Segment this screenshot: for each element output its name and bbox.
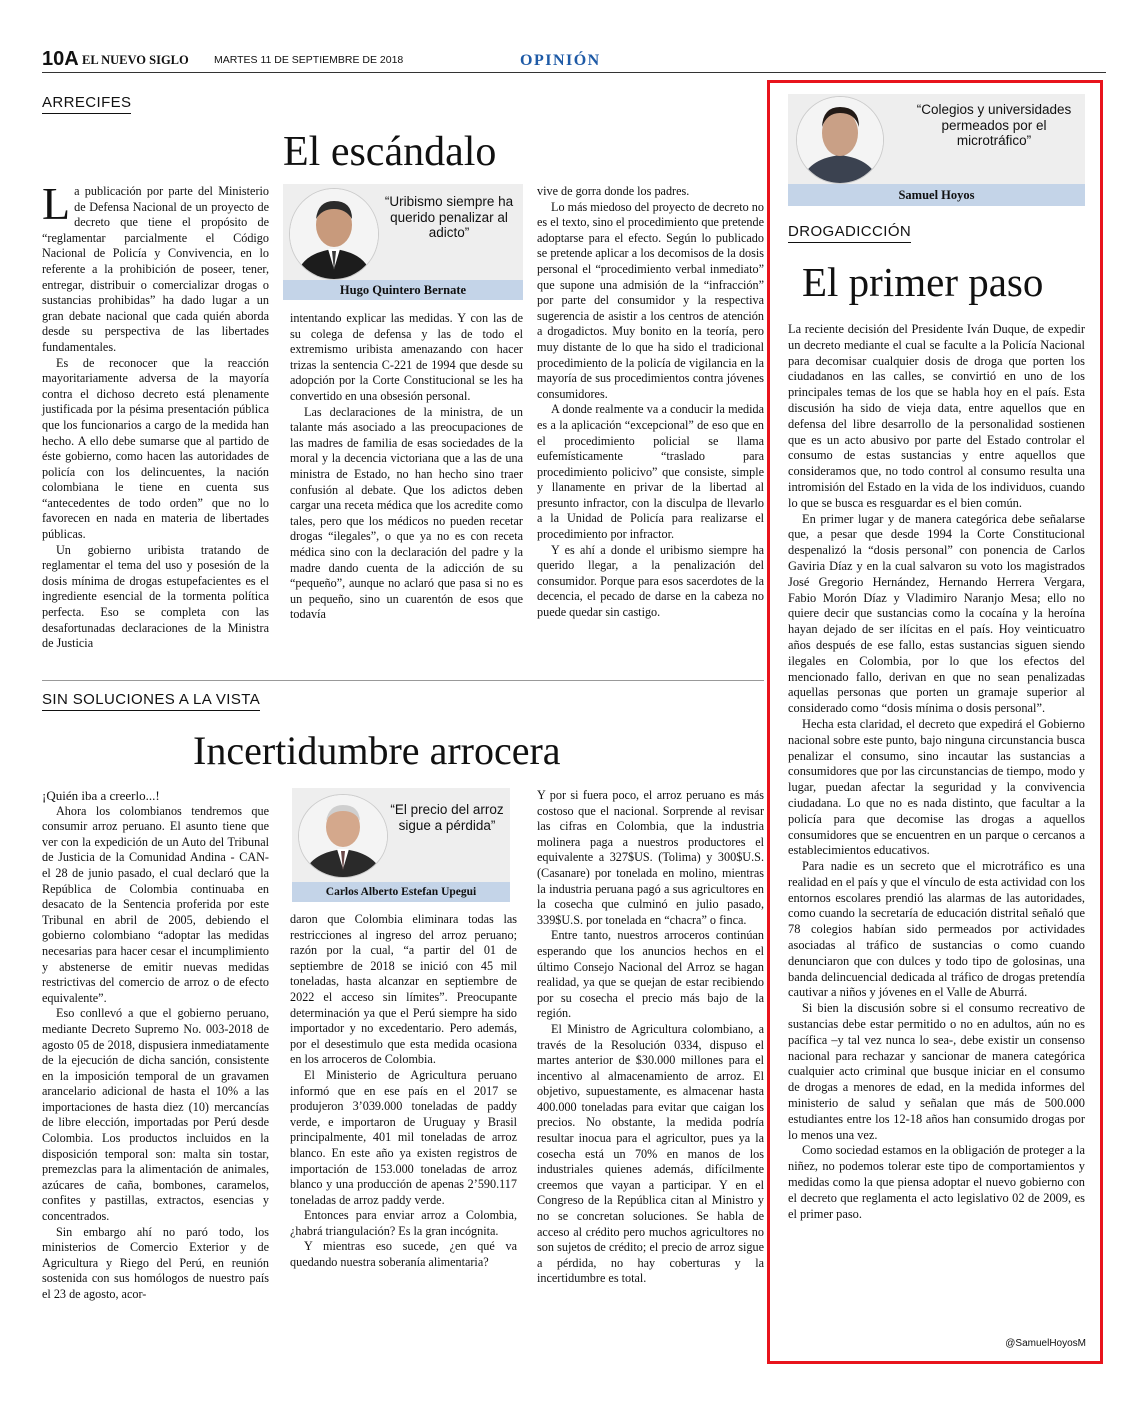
article2-paragraph: daron que Colombia eliminara todas las restricciones al ingreso del arroz peruano; razón por la cual, “a partir del 01 de septiembre de 2018 se inició con 45 mil toneladas, hasta alcanzar en septiembre de 2022 el acceso sin límites”. Preocupante determinación ya que el Perú siempre ha sido importador y no excedentario. Pero además, por el desestimulo que esta medida ocasiona en los arroceros de Colombia. [290,912,517,1067]
page-number: 10A [42,48,79,70]
article1-column-1 [42,178,269,652]
article2-column-2 [290,912,517,1271]
article1-paragraph: Y es ahí a donde el uribismo siempre ha querido llegar, a la penalización del consumidor. Porque para esos sacerdotes de la decencia, el pecado de darse en la cabeza no puede quedar sin castigo. [537,542,764,620]
paper-name: EL NUEVO SIGLO [82,53,189,67]
article3-text: La reciente decisión del Presidente Iván Duque, de expedir un decreto mediante el cual se faculte a la Policía Nacional para decomisar cualquier dosis de droga que porten los ciudadanos en las calles, se convirtió en uno de los principales temas de los que se habla hoy en el país. Esta discusión ha sido de vieja data, entre aquellos que en defensa del libre desarrollo de la personalidad sostienen que es un acto abusivo por parte del Estado controlar el consumo de estas sustancias y entre aquellos que consideramos que, no todo control al consumo resulta una intromisión del Estado en la vida de los individuos, cuando lo que se busca es resguardar es el bien común. [788,322,1085,510]
author-quote: “Uribismo siempre ha querido penalizar al adicto” [384,194,514,240]
author-photo [289,188,379,280]
article3-paragraph: En primer lugar y de manera categórica debe señalarse que, a pesar que desde 1994 la Corte Constitucional despenalizó la “dosis personal” con ponencia de Carlos Gaviria Díaz y en la cual salvaron su voto los magistrados José Gregorio Hernández, Hernando Herrera Vergara, Fabio Morón Díaz y Vladimiro Naranjo Mesa; ello no quiere decir que sustancias como la cocaína y la heroína hayan dejado de ser ilícitas en el país. Hoy veinticuatro años después de ese fallo, estas sustancias siguen siendo ilegales en Colombia, por lo que los efectos del mencionado fallo, derivan en que no sean penalizadas aquellas personas que porten un gramaje superior al considerado como “dosis mínima o dosis personal”. [788,511,1085,716]
author-photo [298,794,388,878]
header-rule [42,72,1106,73]
article1-paragraph: vive de gorra donde los padres. [537,184,690,198]
article1-paragraph: Lo más miedoso del proyecto de decreto no es el texto, sino el procedimiento que pretende adoptarse para el efecto. Según lo publicado se pretende aplicar a los decomisos de la dosis personal el “procedimiento verbal inmediato” que supone una admisión de la “infracción” por parte del consumidor y la respectiva sugerencia de asistir a los centros de atención a drogadictos. Muy bonito en la teoría, pero muy distante de lo que ha sido el tradicional procedimiento de la policía de vigilancia en la mayoría de sus procedimientos contra jóvenes consumidores. [537,199,764,401]
article3-paragraph: Como sociedad estamos en la obligación de proteger a la niñez, no podemos tolerar este tipo de comportamientos y medidas como la que piensa adoptar el nuevo gobierno con el decreto que reglamenta el acto legislativo 02 de 2009, es el primer paso. [788,1143,1085,1221]
article3-paragraph: Si bien la discusión sobre si el consumo recreativo de sustancias debe estar permitido o no en adultos, aún no es pacífica –y tal vez nunca lo sea-, debe existir un consenso nacional para rechazar y sancionar de manera categórica cualquier acto criminal que busque iniciar en el consumo de drogas a menores de edad, en la medida informes del ministerio de salud y señalan que más de 500.000 estudiantes entre los 12-18 años han consumido drogas por lo menos una vez. [788,1001,1085,1142]
author-photo [796,96,884,184]
headline-el-escandalo: El escándalo [283,129,497,175]
article2-column-3 [537,788,764,1287]
section-divider [42,680,764,681]
author-box [292,788,510,882]
author-quote: “Colegios y universidades permeados por el microtráfico” [916,102,1072,148]
page-header [42,48,617,70]
article3-paragraph: Hecha esta claridad, el decreto que expedirá el Gobierno nacional sobre este punto, bajo ninguna circunstancia busca penalizar el consumo, sino incautar las sustancias a consumidores que por las circunstancias de tiempo, modo y lugar, puedan afectar la seguridad y la convivencia ciudadana. Lo que no es nada distinto, que facultar a la policía para que decomise las drogas a aquellos consumidores que se encuentren en un parque o cercanos a establecimientos educativos. [788,716,1085,858]
author-handle: @SamuelHoyosM [1005,1338,1086,1349]
headline-incertidumbre-arrocera: Incertidumbre arrocera [193,728,561,773]
article1-text: a publicación por parte del Ministerio de Defensa Nacional de un proyecto de decreto que tiene el propósito de “reglamentar parcialmente el Código Nacional de Policía y Convivencia, en lo referente a la prohibición de poseer, tener, entregar, distribuir o comercializar drogas o sustancias prohibidas” ha dado lugar a un gran debate nacional que cada quién aborda desde su perspectiva de las libertades fundamentales. [42,184,269,354]
article3-body [788,322,1085,1222]
author-portrait-icon [797,97,883,183]
headline-el-primer-paso: El primer paso [802,259,1044,305]
page-date: MARTES 11 DE SEPTIEMBRE DE 2018 [214,54,404,66]
article1-paragraph: Un gobierno uribista tratando de reglamentar el tema del uso y posesión de la dosis mínima de drogas estupefacientes es el ingrediente esencial de la tormenta política perfecta. Eso se completa con las desafortunadas declaraciones de la Ministra de Justicia [42,542,269,651]
article2-paragraph: Eso conllevó a que el gobierno peruano, mediante Decreto Supremo No. 003-2018 de agosto 05 de 2018, dispusiera inmediatamente de la ejecución de dicha sanción, consistente en la imposición temporal de un gravamen arancelario adicional de hasta el 10% a las importaciones de hasta diez (10) mercancías de libre elección, importadas por Perú desde Colombia. Los productos incluidos en la disposición temporal son: malta sin tostar, premezclas para la alimentación de animales, azúcares de caña, bombones, caramelos, confites y pastillas, extractos, esencias y concentrados. [42,1006,269,1224]
section-name: OPINIÓN [520,52,601,69]
article2-paragraph: ¡Quién iba a creerlo...! [42,788,160,803]
author-name-bar: Samuel Hoyos [788,184,1085,206]
article1-paragraph: intentando explicar las medidas. Y con las de su colega de defensa y las de todo el extremismo uribista amenazando con hacer trizas la sentencia C-221 de 1994 que desde su adopción por la Corte Constitucional se les ha convertido en una obsesión personal. [290,311,523,403]
article2-column-1 [42,788,269,1303]
article3-paragraph [788,322,1085,512]
article1-column-3 [537,184,764,621]
article2-paragraph: Y mientras eso sucede, ¿en qué va quedando nuestra soberanía alimentaria? [290,1239,517,1270]
article2-paragraph: El Ministerio de Agricultura peruano informó que en ese país en el 2017 se produjeron 3’039.000 toneladas de paddy verde, e importaron de Uruguay y Brasil principalmente, 401 mil toneladas de arroz blanco. En este año ya existen registros de importación de 153.000 toneladas de arroz blanco y una producción de apenas 2’590.117 toneladas de arroz paddy verde. [290,1067,517,1207]
author-portrait-icon [299,795,387,877]
article2-paragraph: Y por si fuera poco, el arroz peruano es más costoso que el nacional. Sorprende al revisar las cifras en Colombia, que la industria molinera paga a nuestros productores el equivalente a 327$US. (Tolima) y 300$U.S. (Casanare) por tonelada en molino, mientras la industria peruana pagó a sus agricultores en la cosecha que culminó en julio pasado, 339$U.S. por tonelada en “chacra” o finca. [537,788,764,927]
article2-paragraph: Sin embargo ahí no paró todo, los ministerios de Comercio Exterior y de Agricultura y Riego del Perú, en reunión sostenida con sus homólogos de nuestro país el 23 de agosto, acor- [42,1224,269,1301]
article1-paragraph: Es de reconocer que la reacción mayoritariamente adversa de la mayoría contra el dichoso decreto está plenamente justificada por la pésima presentación pública que los funcionarios a cargo de la medida han hecho. A ello debe sumarse que al partido de éste gobierno, como hacen las autoridades de policía con los delincuentes, la nación colombiana le tiene en cuenta sus “antecedentes de todo orden” que no lo favorecen en nada en materia de libertades públicas. [42,355,269,542]
article2-paragraph: Ahora los colombianos tendremos que consumir arroz peruano. El asunto tiene que ver con la expedición de un Auto del Tribunal de Justicia de la Comunidad Andina - CAN- el 28 de junio pasado, el cual declaró que la República de Colombia continuaba en desacato de la Sentencia proferida por este Tribunal en abril de 2005, debiendo el gobierno colombiano “adoptar las medidas necesarias para hacer cesar el incumplimiento y abstenerse de emitir nuevas medidas restrictivas del comercio de arroz o de efecto equivalente”. [42,803,269,1005]
author-name-bar: Hugo Quintero Bernate [283,280,523,300]
drop-cap: L [42,178,71,229]
section-label-arrecifes: ARRECIFES [42,94,131,114]
article1-paragraph [42,178,269,356]
author-quote: “El precio del arroz sigue a pérdida” [390,802,504,833]
author-box [788,94,1085,184]
article3-paragraph: Para nadie es un secreto que el microtráfico es una realidad en el país y que el vínculo de esta actividad con los entornos escolares prendió las alarmas de las autoridades, como cuando la secretaría de educación distrital señaló que 78 colegios habían sido permeados por actividades asociadas al tráfico de sustancias o como cuando denunciaron que con dulces y todo tipo de golosinas, una banda delincuencial dedicada al tráfico de drogas pretendía cautivar a niños y jóvenes en el Valle de Aburrá. [788,859,1085,1000]
section-label-sin-soluciones: SIN SOLUCIONES A LA VISTA [42,691,260,711]
article1-paragraph: A donde realmente va a conducir la medida es a la aplicación “excepcional” de eso que en el procedimiento policial se llama eufemísticamente “traslado para procedimiento policivo” que consiste, simple y llanamente en privar de la libertad al presunto infractor, con la disculpa de llevarlo a la Unidad de Policía para realizarse el procedimiento por infractor. [537,402,764,542]
author-portrait-icon [290,189,378,279]
author-box [283,184,523,280]
section-label-drogadiccion: DROGADICCIÓN [788,223,911,243]
article2-paragraph: Entonces para enviar arroz a Colombia, ¿habrá triangulación? Es la gran incógnita. [290,1208,517,1238]
article2-paragraph: El Ministro de Agricultura colombiano, a través de la Resolución 0334, dispuso el martes anterior de $30.000 millones para el incentivo al almacenamiento de arroz. El objetivo, supuestamente, es almacenar hasta 400.000 toneladas para evitar que caigan los precios. No obstante, la medida podría resultar inocua para el agricultor, pues ya la cosecha está un 70% en manos de los industriales quienes además, difícilmente creemos que vayan a participar. Y en el Congreso de la República citan al Ministro y no se concretan soluciones. Se habla de acceso al crédito pero muchos agricultores no son sujetos de crédito; el precio de arroz sigue a pérdida, no hay coberturas y la incertidumbre es total. [537,1021,764,1286]
article1-paragraph: Las declaraciones de la ministra, de un talante más asociado a las preocupaciones de las madres de familia de esas sociedades de la moral y la decencia victoriana que a las de una ministra de Estado, no han hecho sino traer confusión al debate. Que los adictos deben cargar una receta médica que los acredite como tales, pero que los médicos no pueden recetar drogas “ilegales”, o que ya no es con receta médica sino con la declaración del padre y la madre dando cuenta de la adicción de su “pequeño”, aunque no aclaró que pasa si no es un pequeño, sino un cuarentón de esos que todavía [290,404,523,622]
author-name-bar: Carlos Alberto Estefan Upegui [292,882,510,902]
article2-paragraph: Entre tanto, nuestros arroceros continúan esperando que los anuncios hechos en el último Consejo Nacional del Arroz se hagan realidad, ya que se quejan de estar recibiendo por su cosecha el precio más bajo de la región. [537,928,764,1021]
article1-column-2 [290,311,523,623]
